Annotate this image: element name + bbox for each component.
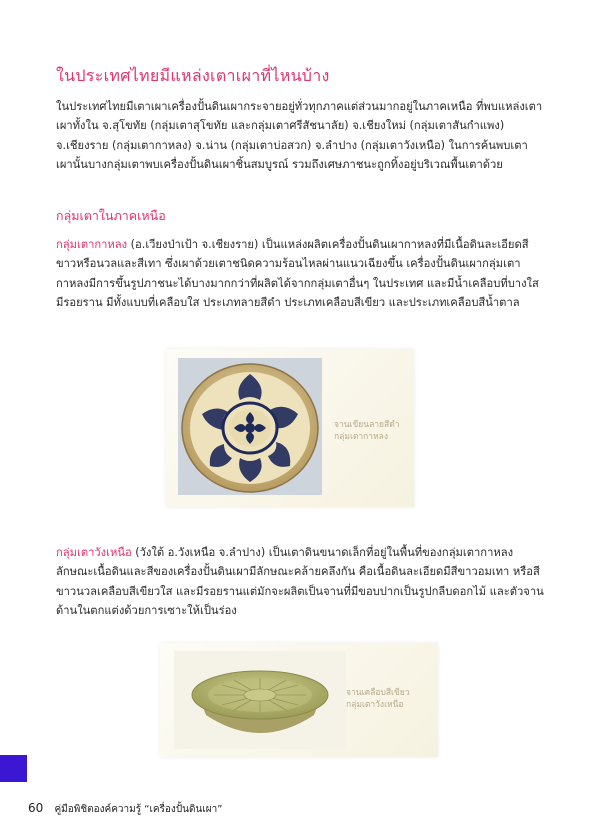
wangnuea-paragraph [56,543,544,621]
page-number: 60 [28,801,44,815]
wangnuea-figure [160,643,438,757]
page-footer [28,801,222,817]
section-heading: กลุ่มเตาในภาคเหนือ [56,208,166,223]
page-title: ในประเทศไทยมีแหล่งเตาเผาที่ไหนบ้าง [56,66,330,85]
kalong-paragraph [56,235,544,313]
book-title: คู่มือพิชิตองค์ความรู้ “เครื่องปั้นดินเผา” [54,804,223,815]
kalong-figure [166,349,414,507]
wangnuea-body: (วังใต้ อ.วังเหนือ จ.ลำปาง) เป็นเตาดินขนาดเล็กที่อยู่ในพื้นที่ของกลุ่มเตากาหลง ลักษณะเนื้อดินและสีของเครื่องปั้นดินเผามีลักษณะคล้ายคลึงกัน คือเนื้อดินละเอียดมีสีขาวอมเทา หรือสีขาวนวลเคลือบสีเขียวใส และมีรอยรานแต่มักจะผลิตเป็นจานที่มีขอบปากเป็นรูปกลีบดอกไม้ และตัวจานด้านในตกแต่งด้วยการเซาะให้เป็นร่อง [56,546,544,618]
wangnuea-name: กลุ่มเตาวังเหนือ [56,546,132,559]
kalong-name: กลุ่มเตากาหลง [56,238,128,251]
kalong-caption-line2: กลุ่มเตากาหลง [334,432,389,442]
wangnuea-caption-line2: กลุ่มเตาวังเหนือ [346,700,404,710]
kalong-plate-image [178,358,322,495]
chapter-tab-marker [0,755,27,782]
kalong-caption-line1: จานเขียนลายสีดำ [334,420,400,430]
kalong-caption [334,419,400,443]
intro-paragraph: ในประเทศไทยมีเตาเผาเครื่องปั้นดินเผากระจายอยู่ทั่วทุกภาคแต่ส่วนมากอยู่ในภาคเหนือ ที่พบแหล่งเตาเผาทั้งใน จ.สุโขทัย (กลุ่มเตาสุโขทัย และกลุ่มเตาศรีสัชนาลัย) จ.เชียงใหม่ (กลุ่มเตาสันกำแพง) จ.เชียงราย (กลุ่มเตากาหลง) จ.น่าน (กลุ่มเตาบ่อสวก) จ.ลำปาง (กลุ่มเตาวังเหนือ) ในการค้นพบเตาเผานั้นบางกลุ่มเตาพบเครื่องปั้นดินเผาชิ้นสมบูรณ์ รวมถึงเศษภาชนะถูกทิ้งอยู่บริเวณพื้นเตาด้วย [56,100,543,172]
wangnuea-plate-image [174,651,346,749]
wangnuea-caption-line1: จานเคลือบสีเขียว [346,688,410,698]
kalong-body: (อ.เวียงป่าเป้า จ.เชียงราย) เป็นแหล่งผลิตเครื่องปั้นดินเผากาหลงที่มีเนื้อดินละเอียดสีขาวหรือนวลและสีเทา ซึ่งเผาด้วยเตาชนิดความร้อนไหลผ่านแนวเฉียงขึ้น เครื่องปั้นดินเผากลุ่มเตากาหลงมีการขึ้นรูปภาชนะได้บางมากกว่าที่ผลิตได้จากกลุ่มเตาอื่นๆ ในประเทศ และมีน้ำเคลือบที่บางใสมีรอยราน มีทั้งแบบที่เคลือบใส ประเภทลายสีดำ ประเภทเคลือบสีเขียว และประเภทเคลือบสีน้ำตาล [56,238,539,310]
wangnuea-caption [346,687,410,711]
